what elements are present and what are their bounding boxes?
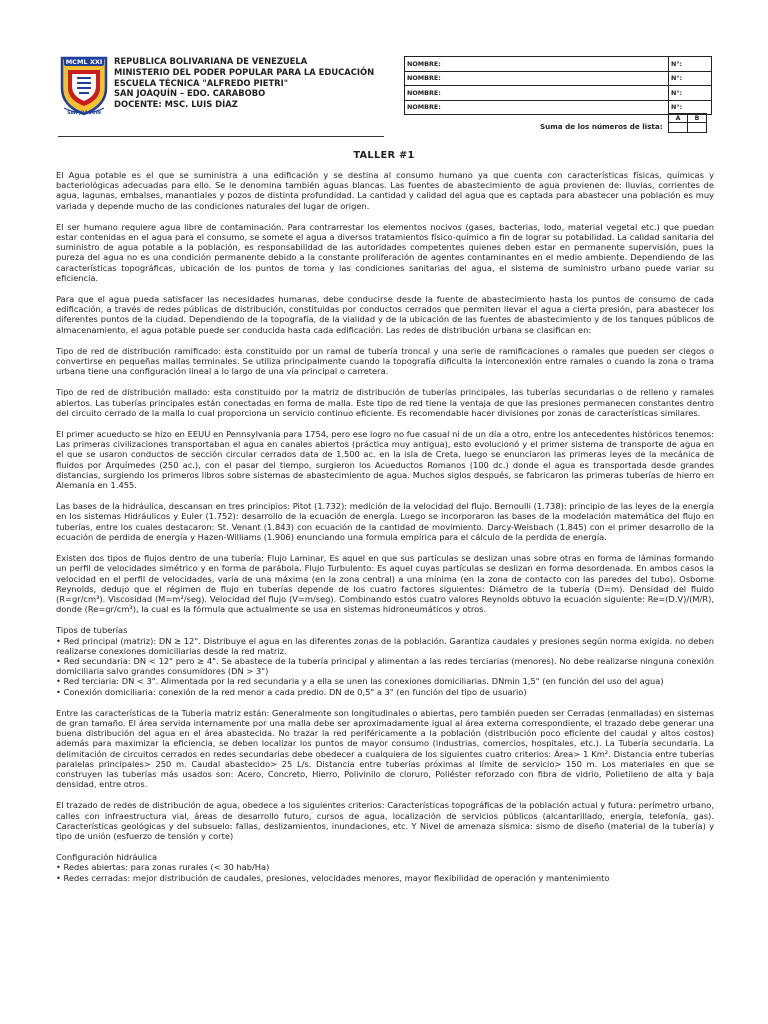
institution-line-republic: REPUBLICA BOLIVARIANA DE VENEZUELA [114,56,308,66]
logo-year: MCML XXI [65,58,103,66]
paragraph-hydraulics-bases: Las bases de la hidráulica, descansan en tres principios: Pitot (1.732): medición de la velocidad del flujo. Bernoulli (1.738): principio de las leyes de la energía en los sistemas Hidráulicos y Euler (1.752): desarrollo de la ecuación de energía. Luego se incorporaron las bases de la modelación matemática del flujo en tuberías, entre los cuales destacaron: St. Venant (1.843) con ecuación de la cantidad de movimiento. Darcy-Weisbach (1.845) con el primer desarrollo de la ecuación de perdida de energía y Hazen-Williams (1.906) enunciando una formula empírica para el cálculo de la perdida de energía. [56,501,714,542]
institution-line-teacher: DOCENTE: MSC. LUIS DÍAZ [114,99,238,110]
list-number-field[interactable]: N°: [669,100,712,115]
school-logo [58,54,110,116]
paragraph-mesh-network: Tipo de red de distribución mallado: esta constituido por la matriz de distribución de tuberías principales, las tuberías secundarias o de relleno y ramales abiertos. Las tuberías principales están conectadas en forma de malla. Este tipo de red tiene la ventaja de que las presiones permanecen constantes dentro del circuito cerrado de la malla lo cual proporciona un servicio continuo eficiente. Es recomendable hacer divisiones por zonas de características similares. [56,387,714,418]
list-item: • Redes abiertas: para zonas rurales (< 30 hab/Ha) [56,862,270,873]
name-field[interactable]: NOMBRE: [405,86,669,101]
list-item: • Redes cerradas: mejor distribución de caudales, presiones, velocidades menores, mayor flexibilidad de operación y mantenimiento [56,872,610,883]
list-item: • Red principal (matriz): DN ≥ 12". Distribuye el agua en las diferentes zonas de la población. Garantiza caudales y presiones según norma exigida. no deben realizarse conexiones domiciliarias desde la red matriz. [56,635,714,656]
pipe-types-list [56,636,714,697]
document-body [56,170,714,894]
sum-ab-box [668,113,707,133]
column-b-label: B [688,114,707,123]
name-row [405,71,712,86]
name-row [405,86,712,101]
logo-place: SAN JOAQUIN [67,111,101,116]
list-number-field[interactable]: N°: [669,86,712,101]
student-names-table [404,56,712,115]
list-item: • Conexión domiciliaria: conexión de la red menor a cada predio. DN de 0,5" a 3" (en función del tipo de usuario) [56,686,527,697]
name-row [405,100,712,115]
hydraulic-config-list [56,862,714,882]
column-a-field[interactable] [669,123,688,133]
hydraulic-config-heading: Configuración hidráulica [56,852,158,863]
column-a-label: A [669,114,688,123]
list-item: • Red terciaria: DN < 3". Alimentada por la red secundaria y a ella se unen las conexiones domiciliarias. DNmin 1,5" (en función del uso del agua) [56,676,664,687]
name-row [405,57,712,72]
paragraph-distribution-networks: Para que el agua pueda satisfacer las necesidades humanas, debe conducirse desde la fuente de abastecimiento hasta los puntos de consumo de cada edificación, a través de redes públicas de distribución, constituidas por conductos cerrados que permiten llevar el agua a cierta presión, para abastecer los diferentes puntos de la ciudad. Dependiendo de la topografía, de la vialidad y de la ubicación de las fuentes de abastecimiento y de los tanques públicos de almacenamiento, el agua potable puede ser conducida hasta cada edificación. Las redes de distribución urbana se clasifican en: [56,294,714,335]
pipe-types-heading: Tipos de tuberías [56,625,128,636]
paragraph-layout-criteria: El trazado de redes de distribución de agua, obedece a los siguientes criterios: Características topográficas de la población actual y futura: perímetro urbano, calles con infraestructura vial, áreas de desarrollo futuro, cursos de agua, localización de servicios públicos (alcantarillado, energía, telefonía, gas). Características geológicas y del subsuelo: fallas, deslizamientos, inundaciones, etc. Y Nivel de amenaza sísmica: sismo de diseño (material de la tubería) y tipo de unión (esfuerzo de tensión y corte) [56,800,714,841]
list-number-field[interactable]: N°: [669,57,712,72]
header-divider [58,136,384,137]
paragraph-main-pipe: Entre las características de la Tubería matriz están: Generalmente son longitudinales o abiertas, pero también pueden ser Cerradas (enmalladas) en sistemas de gran tamaño. El área servida internamente por una malla debe ser aproximadamente igual al área externa correspondiente, el trazado debe generar una buena distribución del agua en el área abastecida. No trazar la red periféricamente a la población (distribución poco eficiente del caudal y altos costos) además para maximizar la eficiencia, se deben localizar los puntos de mayor consumo (industrias, comercios, hospitales, etc.). La Tubería secundaria. La delimitación de circuitos cerrados en redes secundarias debe obedecer a cualquiera de los siguientes cuatro criterios: Área> 1 Km². Distancia entre tuberías paralelas principales> 250 m. Caudal abastecido> 25 L/s. Distancia entre tuberías próximas al límite de servicio> 150 m. Los materiales en que se construyen las tuberías más usados son: Acero, Concreto, Hierro, Polivinilo de cloruro, Poliéster reforzado con fibra de vidrio, Polietileno de alta y baja densidad, entre otros. [56,707,714,790]
paragraph-flow-types: Existen dos tipos de flujos dentro de una tubería: Flujo Laminar, Es aquel en que sus partículas se deslizan unas sobre otras en forma de láminas formando un perfil de velocidades simétrico y en forma de parábola. Flujo Turbulento: Es aquel cuyas partículas se deslizan en forma desordenada. En ambos casos la velocidad en el perfil de velocidades, varía de una máxima (en la zona central) a una mínima (en la zona de contacto con las paredes del tubo). Osborne Reynolds, dedujo que el régimen de flujo en tuberías depende de los cuatro factores siguientes: Diámetro de la tubería (D=m). Densidad del fluido (R=gr/cm³). Viscosidad (M=m²/seg). Velocidad del flujo (V=m/seg). Combinando estos cuatro valores Reynolds obtuvo la ecuación siguiente: Re=(D.V)/(M/R), donde (Re=gr/cm³), la cual es la fórmula que actualmente se usa en sistemas hidroneumáticos y otros. [56,553,714,615]
institution-line-location: SAN JOAQUÍN – EDO. CARABOBO [114,88,266,99]
list-number-field[interactable]: N°: [669,71,712,86]
paragraph-potable-water: El Agua potable es el que se suministra a una edificación y se destina al consumo humano ya que cuenta con características físicas, químicas y bacteriológicas adecuadas para ello. Se le denomina también aguas blancas. Las fuentes de abastecimiento de agua provienen de: lluvias, corrientes de agua, lagunas, embalses, manantiales y pozos de distinta profundidad. La cantidad y calidad del agua que es captada para abastecer una población es muy variada y depende mucho de las condiciones naturales del lugar de origen. [56,170,714,211]
institution-line-school: ESCUELA TÉCNICA "ALFREDO PIETRI" [114,77,289,88]
name-field[interactable]: NOMBRE: [405,57,669,72]
paragraph-contamination: El ser humano requiere agua libre de contaminación. Para contrarrestar los elementos nocivos (gases, bacterias, lodo, material vegetal etc.) que puedan estar contenidas en el agua para el consumo, se somete el agua a diversos tratamientos físico-químico a fin de lograr su potabilidad. La calidad sanitaria del suministro de agua potable a la población, es responsabilidad de las autoridades competentes quienes deben estar en permanente supervisión, pues la pureza del agua no es una condición permanente debido a la constante proliferación de agentes contaminantes en el medio ambiente. Dependiendo de las características topográficas, ubicación de los puntos de toma y las condiciones sanitarias del agua, el sistema de suministro urbano puede variar su eficiencia. [56,221,714,283]
paragraph-history: El primer acueducto se hizo en EEUU en Pennsylvania para 1754, pero ese logro no fue casual ni de un día a otro, entre los antecedentes históricos tenemos: Las primeras civilizaciones transportaban el agua en canales abiertos (práctica muy antigua), esto evolucionó y el primer sistema de transporte de agua en el que se usaron conductos de sección circular cerrados data de 1.500 ac. en la isla de Creta, luego se enunciaron las primeras leyes de la mecánica de fluidos por Arquímedes (250 ac.), con el pasar del tiempo, surgieron los Acueductos Romanos (100 dc.) donde el agua es transportada desde grandes distancias, surgiendo los primeros libros sobre sistemas de abastecimiento de agua. Muchos siglos después, se fabricaron las primeras tuberías de hierro en Alemania en 1.455. [56,429,714,491]
sum-of-list-numbers-label: Suma de los números de lista: [540,122,663,131]
name-field[interactable]: NOMBRE: [405,71,669,86]
column-b-field[interactable] [688,123,707,133]
institution-line-ministry: MINISTERIO DEL PODER POPULAR PARA LA EDUCACIÓN [114,66,375,77]
institution-block [114,56,374,110]
list-item: • Red secundaria: DN < 12" pero ≥ 4". Se abastece de la tubería principal y alimentan a las redes terciarias (menores). No debe realizarse ninguna conexión domiciliaria salvo grandes consumidores (DN > 3") [56,655,714,677]
page-title: TALLER #1 [353,150,415,161]
name-field[interactable]: NOMBRE: [405,100,669,115]
paragraph-branched-network: Tipo de red de distribución ramificado: esta constituido por un ramal de tubería troncal y una serie de ramificaciones o ramales que pueden ser ciegos o convertirse en pequeñas mallas terminales. Se utiliza principalmente cuando la topografía dificulta la interconexión entre ramales o cuando la zona o trama urbana tiene una configuración lineal a lo largo de una vía principal o carretera. [56,345,714,377]
